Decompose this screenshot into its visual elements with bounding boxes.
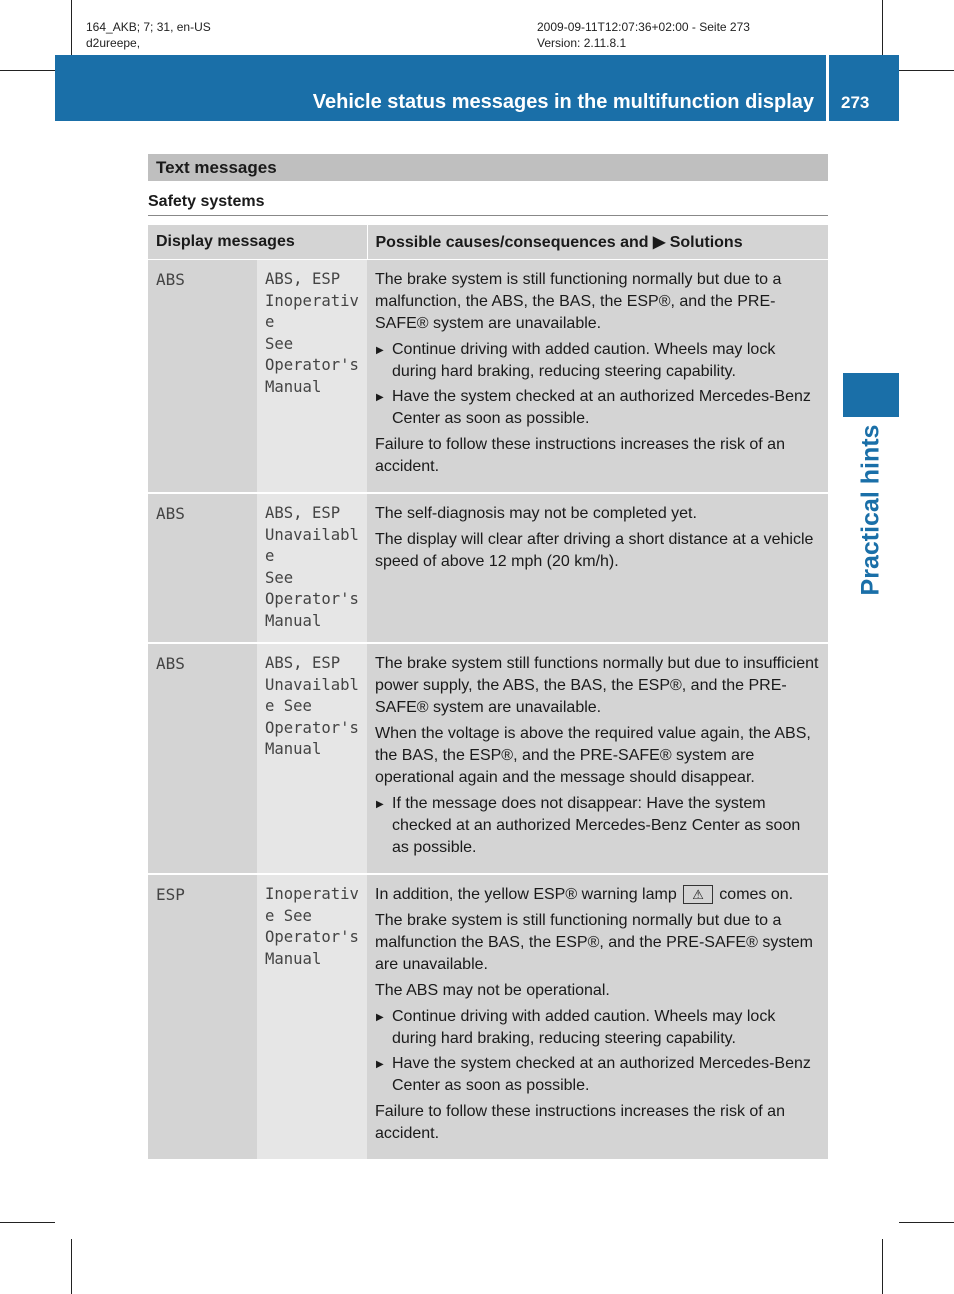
meta-left-line1: 164_AKB; 7; 31, en-US <box>86 20 211 34</box>
section-title: Text messages <box>156 158 277 177</box>
side-tab <box>843 420 899 600</box>
table-row <box>148 493 828 643</box>
description-paragraph: Failure to follow these instructions increases the risk of an accident. <box>375 1103 785 1142</box>
print-meta-right <box>537 19 750 51</box>
message-text: Inoperativ e See Operator's Manual <box>257 874 367 1159</box>
warning-triangle-icon: ⚠ <box>683 885 713 904</box>
table-header-row <box>148 225 828 260</box>
crop-mark <box>71 0 72 55</box>
meta-left-line2: d2ureepe, <box>86 36 141 50</box>
crop-mark <box>899 1222 954 1223</box>
message-code: ABS <box>148 493 257 643</box>
solution-item: ▶ Continue driving with added caution. Wheels may lock during hard braking, reducing steering capability. <box>375 1006 820 1050</box>
crop-mark <box>899 70 954 71</box>
message-description <box>367 260 828 494</box>
meta-right-line1: 2009-09-11T12:07:36+02:00 - Seite 273 <box>537 20 750 34</box>
description-paragraph: The brake system is still functioning normally but due to a malfunction, the ABS, the BAS, the ESP®, and the PRE-SAFE® system are unavailable. <box>375 271 782 332</box>
solution-list <box>375 339 820 430</box>
col-header-causes-solutions: Possible causes/consequences and ▶ Solutions <box>367 225 828 260</box>
chapter-title: Vehicle status messages in the multifunction display <box>312 91 814 113</box>
description-paragraph: When the voltage is above the required value again, the ABS, the BAS, the ESP®, and the PRE-SAFE® system are operational again and the message should disappear. <box>375 725 811 786</box>
lamp-sentence-start: In addition, the yellow ESP® warning lamp <box>375 886 677 903</box>
message-code: ABS <box>148 260 257 494</box>
message-description <box>367 874 828 1159</box>
solution-item: ▶ If the message does not disappear: Have the system checked at an authorized Mercedes-Benz Center as soon as possible. <box>375 793 820 859</box>
meta-right-line2: Version: 2.11.8.1 <box>537 36 627 50</box>
message-code: ABS <box>148 643 257 874</box>
message-code: ESP <box>148 874 257 1159</box>
table-row <box>148 260 828 494</box>
description-paragraph: Failure to follow these instructions increases the risk of an accident. <box>375 436 785 475</box>
description-paragraph: The self-diagnosis may not be completed yet. <box>375 505 697 522</box>
table-row <box>148 874 828 1159</box>
crop-mark <box>882 0 883 55</box>
section-heading <box>148 154 828 181</box>
description-paragraph: The brake system is still functioning normally but due to a malfunction the BAS, the ESP®, and the PRE-SAFE® system are unavailable. <box>375 912 813 973</box>
subsection-heading <box>148 193 828 216</box>
side-tab-marker <box>843 373 899 417</box>
table-row <box>148 643 828 874</box>
description-paragraph <box>375 884 820 906</box>
solution-list <box>375 793 820 859</box>
col-header-display-messages: Display messages <box>148 225 367 260</box>
message-description <box>367 493 828 643</box>
chapter-header <box>55 55 826 121</box>
description-paragraph: The ABS may not be operational. <box>375 982 610 999</box>
lamp-sentence-end: comes on. <box>719 886 794 903</box>
message-text: ABS, ESP Inoperativ e See Operator's Manual <box>257 260 367 494</box>
subsection-title: Safety systems <box>148 193 265 210</box>
side-tab-label: Practical hints <box>856 424 885 596</box>
print-meta-left <box>86 19 211 51</box>
page-number: 273 <box>841 93 870 112</box>
crop-mark <box>0 70 55 71</box>
solution-item: ▶ Have the system checked at an authorized Mercedes-Benz Center as soon as possible. <box>375 386 820 430</box>
crop-mark <box>0 1222 55 1223</box>
description-paragraph: The brake system still functions normally but due to insufficient power supply, the ABS, the BAS, the ESP®, and the PRE-SAFE® system are unavailable. <box>375 655 819 716</box>
crop-mark <box>71 1239 72 1294</box>
message-text: ABS, ESP Unavailabl e See Operator's Manual <box>257 493 367 643</box>
solution-list <box>375 1006 820 1097</box>
page-number-box <box>829 55 899 121</box>
crop-mark <box>882 1239 883 1294</box>
description-paragraph: The display will clear after driving a short distance at a vehicle speed of above 12 mph (20 km/h). <box>375 531 814 570</box>
solution-item: ▶ Continue driving with added caution. Wheels may lock during hard braking, reducing steering capability. <box>375 339 820 383</box>
solution-item: ▶ Have the system checked at an authorized Mercedes-Benz Center as soon as possible. <box>375 1053 820 1097</box>
messages-table <box>148 225 828 1159</box>
message-text: ABS, ESP Unavailabl e See Operator's Manual <box>257 643 367 874</box>
message-description <box>367 643 828 874</box>
